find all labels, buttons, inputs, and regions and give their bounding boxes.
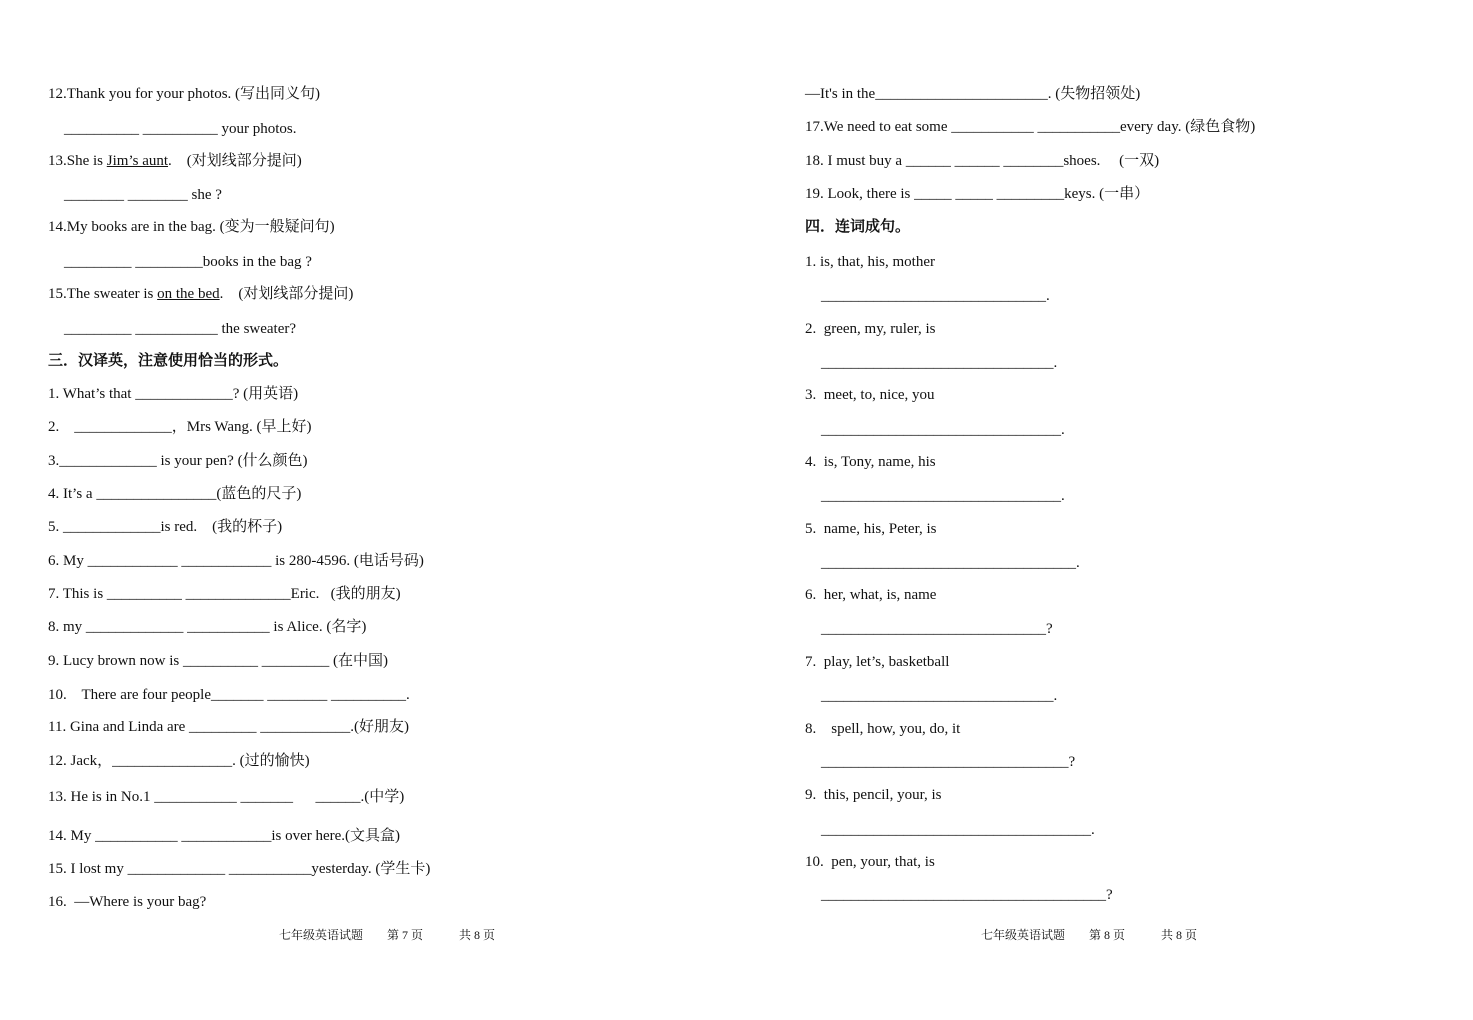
right-line-22 [805,786,941,804]
left-line-8 [64,320,296,338]
right-line-21 [821,753,1075,771]
line-text: 9. Lucy brown now is __________ _________ (在中国) [48,653,388,669]
line-text: 3._____________ is your pen? (什么颜色) [48,453,308,469]
line-text: 5. _____________is red. (我的杯子) [48,519,283,535]
right-line-13 [821,487,1065,505]
left-page-footer: 七年级英语试题 第 7 页 共 8 页 [279,928,496,942]
right-page-footer: 七年级英语试题 第 8 页 共 8 页 [981,928,1198,942]
right-line-20 [805,720,960,738]
left-line-21 [48,752,310,770]
line-text: __________ __________ your photos. [64,121,297,137]
line-text: ______________________________________? [821,887,1113,903]
right-line-4 [805,185,1149,203]
line-text: 12. Jack，________________. (过的愉快) [48,753,310,769]
line-text: . (对划线部分提问) [168,153,302,169]
line-text: _______________________________. [821,688,1058,704]
right-line-14 [805,520,936,538]
left-line-12 [48,452,308,470]
right-line-17 [821,620,1053,638]
left-line-25 [48,893,206,911]
line-text: 17.We need to eat some ___________ ___________every day. (绿色食物) [805,119,1256,135]
left-line-10 [48,385,298,403]
left-line-23 [48,827,400,845]
line-text: 8. my _____________ ___________ is Alice. (名字) [48,619,367,635]
right-line-23 [821,821,1095,839]
line-text: 5. name, his, Peter, is [805,521,937,537]
left-line-15 [48,552,424,570]
line-text: 14.My books are in the bag. (变为一般疑问句) [48,219,335,235]
left-line-1 [48,85,320,103]
line-text: 13. He is in No.1 ___________ _______ ______.(中学) [48,789,405,805]
right-line-24 [805,853,935,871]
line-text: 8. spell, how, you, do, it [805,721,961,737]
right-line-9 [821,354,1057,372]
line-text: ________________________________. [821,422,1065,438]
line-text: _______________________________. [821,355,1058,371]
section-heading: 三．汉译英，注意使用恰当的形式。 [48,353,289,369]
left-line-4 [64,186,222,204]
left-line-16 [48,585,401,603]
section-heading: 四．连词成句。 [805,219,911,235]
left-line-3 [48,152,302,170]
left-line-22 [48,788,404,806]
right-line-1 [805,85,1140,103]
line-text: 15.The sweater is [48,286,158,302]
right-line-2 [805,118,1255,136]
line-text: ________ ________ she ? [64,187,222,203]
left-line-11 [48,418,312,436]
right-line-19 [821,687,1057,705]
right-line-12 [805,453,936,471]
left-line-9 [48,352,288,370]
line-text: —It's in the_______________________. (失物招领处) [805,86,1141,102]
line-text: _________ _________books in the bag ? [64,254,312,270]
line-text: 10. There are four people_______ ________ __________. [48,687,410,703]
line-text: 10. pen, your, that, is [805,854,935,870]
right-line-6 [805,253,935,271]
underlined-text: on the bed [157,286,220,302]
line-text: 2. _____________，Mrs Wang. (早上好) [48,419,312,435]
line-text: 4. is, Tony, name, his [805,454,936,470]
line-text: 6. her, what, is, name [805,587,937,603]
line-text: 7. This is __________ ______________Eric. (我的朋友) [48,586,401,602]
left-line-14 [48,518,282,536]
line-text: 19. Look, there is _____ _____ _________keys. (一串） [805,186,1150,202]
right-line-5 [805,218,910,236]
line-text: . (对划线部分提问) [219,286,354,302]
line-text: 1. is, that, his, mother [805,254,935,270]
left-line-13 [48,485,301,503]
right-line-8 [805,320,935,338]
line-text: ______________________________? [821,621,1053,637]
left-line-19 [48,686,410,704]
left-line-6 [64,253,312,271]
left-line-24 [48,860,430,878]
left-line-20 [48,718,409,736]
right-line-3 [805,152,1159,170]
line-text: 12.Thank you for your photos. (写出同义句) [48,86,321,102]
line-text: _________________________________? [821,754,1076,770]
line-text: 6. My ____________ ____________ is 280-4596. (电话号码) [48,553,424,569]
right-line-10 [805,386,935,404]
line-text: __________________________________. [821,555,1080,571]
line-text: _________ ___________ the sweater? [64,321,297,337]
right-line-7 [821,287,1050,305]
line-text: 16. —Where is your bag? [48,894,207,910]
line-text: 4. It’s a ________________(蓝色的尺子) [48,486,302,502]
line-text: 18. I must buy a ______ ______ ________shoes. (一双) [805,153,1160,169]
line-text: 7. play, let’s, basketball [805,654,950,670]
right-line-16 [805,586,936,604]
left-line-18 [48,652,388,670]
underlined-text: Jim’s aunt [106,153,169,169]
left-line-7 [48,285,353,303]
right-line-15 [821,554,1080,572]
right-line-11 [821,421,1065,439]
line-text: ______________________________. [821,288,1050,304]
line-text: 15. I lost my _____________ ___________yesterday. (学生卡) [48,861,431,877]
line-text: 13.She is [48,153,107,169]
line-text: ____________________________________. [821,822,1095,838]
line-text: ________________________________. [821,488,1065,504]
right-line-25 [821,886,1113,904]
line-text: 1. What’s that _____________? (用英语) [48,386,299,402]
left-line-5 [48,218,335,236]
left-line-17 [48,618,366,636]
line-text: 3. meet, to, nice, you [805,387,935,403]
right-line-18 [805,653,949,671]
line-text: 2. green, my, ruler, is [805,321,936,337]
left-line-2 [64,120,297,138]
line-text: 11. Gina and Linda are _________ ____________.(好朋友) [48,719,410,735]
line-text: 9. this, pencil, your, is [805,787,942,803]
line-text: 14. My ___________ ____________is over here.(文具盒) [48,828,401,844]
